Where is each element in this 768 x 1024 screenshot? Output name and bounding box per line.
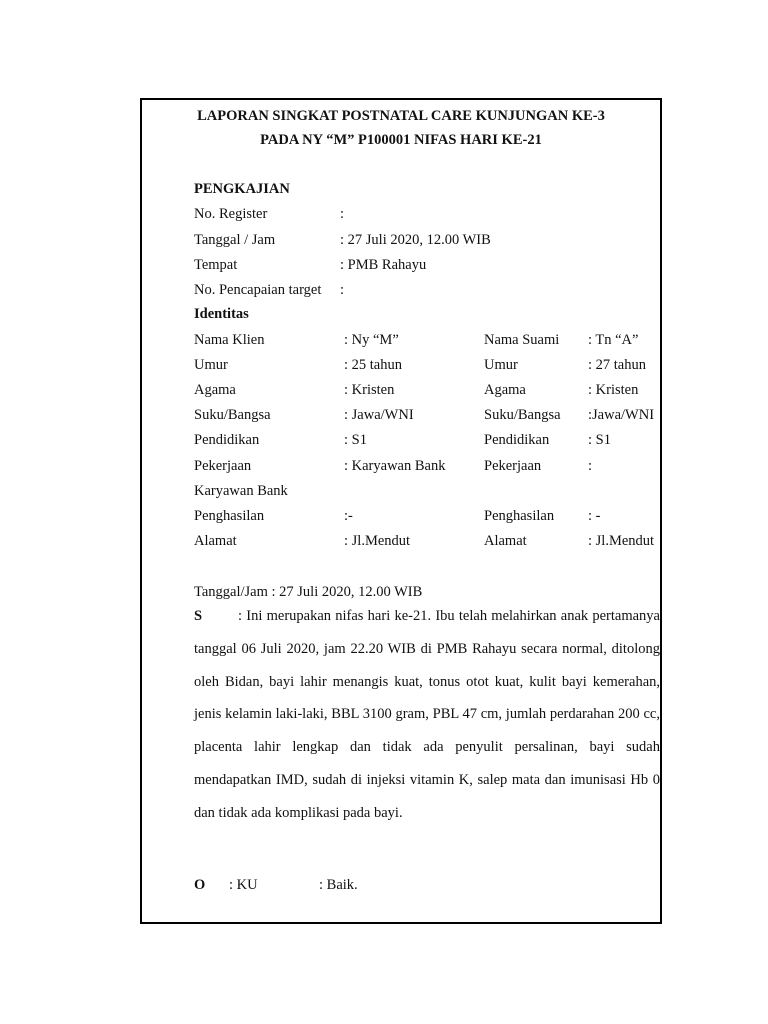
tanggal-label: Tanggal / Jam: [194, 232, 276, 248]
identitas-value-penghasilan-klien: :-: [344, 508, 353, 524]
identitas-label-pendidikan-klien: Pendidikan: [194, 432, 260, 448]
objective-mark: O: [194, 877, 206, 893]
subjective-text: : Ini merupakan nifas hari ke-21. Ibu telah melahirkan anak pertamanya tanggal 06 Juli 2020, jam 22.20 WIB di PMB Rahayu secara normal, ditolong oleh Bidan, bayi lahir menangis kuat, tonus otot kuat, kulit bayi kemerahan, jenis kelamin laki-laki, BBL 3100 gram, PBL 47 cm, jumlah perdarahan 200 cc, placenta lahir lengkap dan tidak ada penyulit persalinan, bayi sudah mendapatkan IMD, sudah di injeksi vitamin K, salep mata dan imunisasi Hb 0 dan tidak ada komplikasi pada bayi.: [194, 608, 660, 821]
identitas-label-pekerjaan-klien: Pekerjaan: [194, 458, 252, 474]
identitas-value-umur-suami: : 27 tahun: [588, 357, 646, 373]
identitas-label-suku-klien: Suku/Bangsa: [194, 407, 271, 423]
register-value: :: [340, 206, 345, 222]
identitas-label-pekerjaan-suami: Pekerjaan: [484, 458, 542, 474]
objective-value: : Baik.: [319, 877, 358, 893]
identitas-label-alamat-klien: Alamat: [194, 533, 237, 549]
pekerjaan-suami-wrap: Karyawan Bank: [194, 483, 288, 499]
identitas-label-penghasilan-suami: Penghasilan: [484, 508, 555, 524]
subjective-mark: S: [194, 608, 203, 624]
identitas-label-suku-suami: Suku/Bangsa: [484, 407, 561, 423]
document-frame: [140, 98, 662, 924]
identitas-label-agama-klien: Agama: [194, 382, 236, 398]
pengkajian-heading: PENGKAJIAN: [194, 181, 290, 197]
identitas-heading: Identitas: [194, 306, 249, 322]
identitas-value-agama-klien: : Kristen: [344, 382, 395, 398]
identitas-label-pendidikan-suami: Pendidikan: [484, 432, 550, 448]
identitas-value-alamat-suami: : Jl.Mendut: [588, 533, 655, 549]
pencapaian-label: No. Pencapaian target: [194, 282, 322, 298]
identitas-label-umur-klien: Umur: [194, 357, 228, 373]
identitas-value-nama-suami: : Tn “A”: [588, 332, 639, 348]
identitas-value-suku-klien: : Jawa/WNI: [344, 407, 414, 423]
identitas-label-nama-suami: Nama Suami: [484, 332, 560, 348]
document-title-line-2: PADA NY “M” P100001 NIFAS HARI KE-21: [260, 132, 542, 148]
register-label: No. Register: [194, 206, 268, 222]
identitas-label-agama-suami: Agama: [484, 382, 526, 398]
identitas-value-agama-suami: : Kristen: [588, 382, 639, 398]
identitas-value-pekerjaan-suami: :: [588, 458, 593, 474]
identitas-label-alamat-suami: Alamat: [484, 533, 527, 549]
tanggal-value: : 27 Juli 2020, 12.00 WIB: [340, 232, 491, 248]
identitas-value-pendidikan-klien: : S1: [344, 432, 367, 448]
identitas-label-penghasilan-klien: Penghasilan: [194, 508, 265, 524]
identitas-value-alamat-klien: : Jl.Mendut: [344, 533, 411, 549]
document-title-line-1: LAPORAN SINGKAT POSTNATAL CARE KUNJUNGAN KE-3: [197, 108, 605, 124]
identitas-value-penghasilan-suami: : -: [588, 508, 601, 524]
identitas-label-umur-suami: Umur: [484, 357, 518, 373]
tempat-label: Tempat: [194, 257, 238, 273]
identitas-value-nama-klien: : Ny “M”: [344, 332, 399, 348]
identitas-value-umur-klien: : 25 tahun: [344, 357, 402, 373]
identitas-value-suku-suami: :Jawa/WNI: [588, 407, 655, 423]
identitas-value-pendidikan-suami: : S1: [588, 432, 611, 448]
tanggal-jam-line: Tanggal/Jam : 27 Juli 2020, 12.00 WIB: [194, 584, 423, 600]
objective-label: : KU: [229, 877, 258, 893]
identitas-label-nama-klien: Nama Klien: [194, 332, 265, 348]
identitas-value-pekerjaan-klien: : Karyawan Bank: [344, 458, 446, 474]
tempat-value: : PMB Rahayu: [340, 257, 427, 273]
pencapaian-value: :: [340, 282, 345, 298]
subjective-paragraph: [194, 600, 660, 830]
